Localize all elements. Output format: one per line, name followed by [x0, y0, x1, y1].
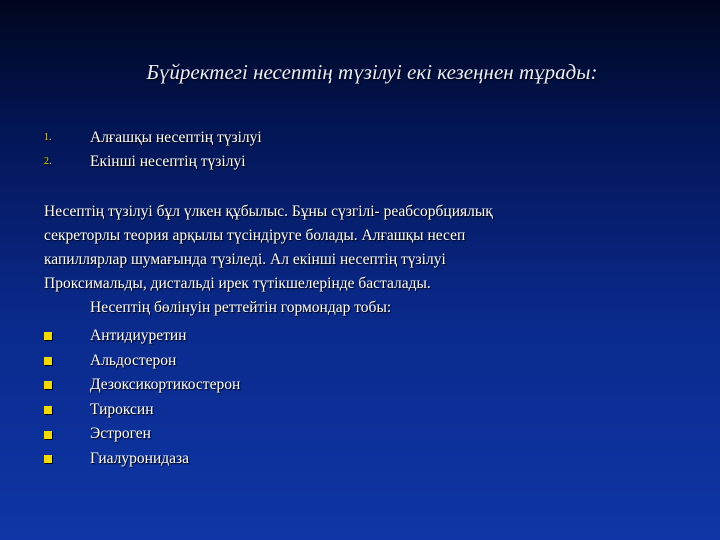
- hormone-name: Антидиуретин: [90, 327, 187, 344]
- slide-title: Бүйректегі несептің түзілуі екі кезеңнен тұрады:: [146, 60, 598, 84]
- hormone-item: [44, 373, 240, 398]
- hormone-list: [44, 324, 240, 472]
- hormone-name: Гиалуронидаза: [90, 449, 190, 467]
- square-bullet-icon: [44, 431, 52, 439]
- hormone-name: Альдостерон: [90, 351, 177, 369]
- hormones-heading: Несептің бөлінуін реттейтін гормондар тобы:: [90, 299, 392, 316]
- hormone-item: [44, 324, 240, 349]
- numbered-list: [44, 126, 262, 174]
- item-number: 2.: [44, 156, 52, 167]
- square-bullet-icon: [44, 357, 52, 365]
- item-number: 1.: [44, 132, 52, 143]
- body-paragraph: [44, 200, 684, 320]
- paragraph-line: Несептің түзілуі бұл үлкен құбылыс. Бұны сүзгілі- реабсорбциялық: [44, 203, 493, 220]
- hormone-name: Эстроген: [90, 425, 151, 443]
- hormone-item: [44, 349, 240, 374]
- item-text: Екінші несептің түзілуі: [90, 153, 246, 170]
- hormone-name: Дезоксикортикостерон: [90, 376, 241, 394]
- numbered-item: [44, 126, 262, 150]
- square-bullet-icon: [44, 455, 52, 463]
- item-text: Алғашқы несептің түзілуі: [90, 129, 262, 146]
- square-bullet-icon: [44, 381, 52, 389]
- square-bullet-icon: [44, 332, 52, 340]
- paragraph-line: Проксимальды, дистальді ирек түтікшелерінде басталады.: [44, 275, 431, 292]
- hormone-item: [44, 447, 240, 472]
- paragraph-line: секреторлы теория арқылы түсіндіруге болады. Алғашқы несеп: [44, 227, 466, 244]
- square-bullet-icon: [44, 406, 52, 414]
- numbered-item: [44, 150, 262, 174]
- hormone-item: [44, 422, 240, 447]
- paragraph-line: капиллярлар шумағында түзіледі. Ал екінші несептің түзілуі: [44, 251, 446, 268]
- hormone-item: [44, 398, 240, 423]
- hormone-name: Тироксин: [90, 400, 154, 418]
